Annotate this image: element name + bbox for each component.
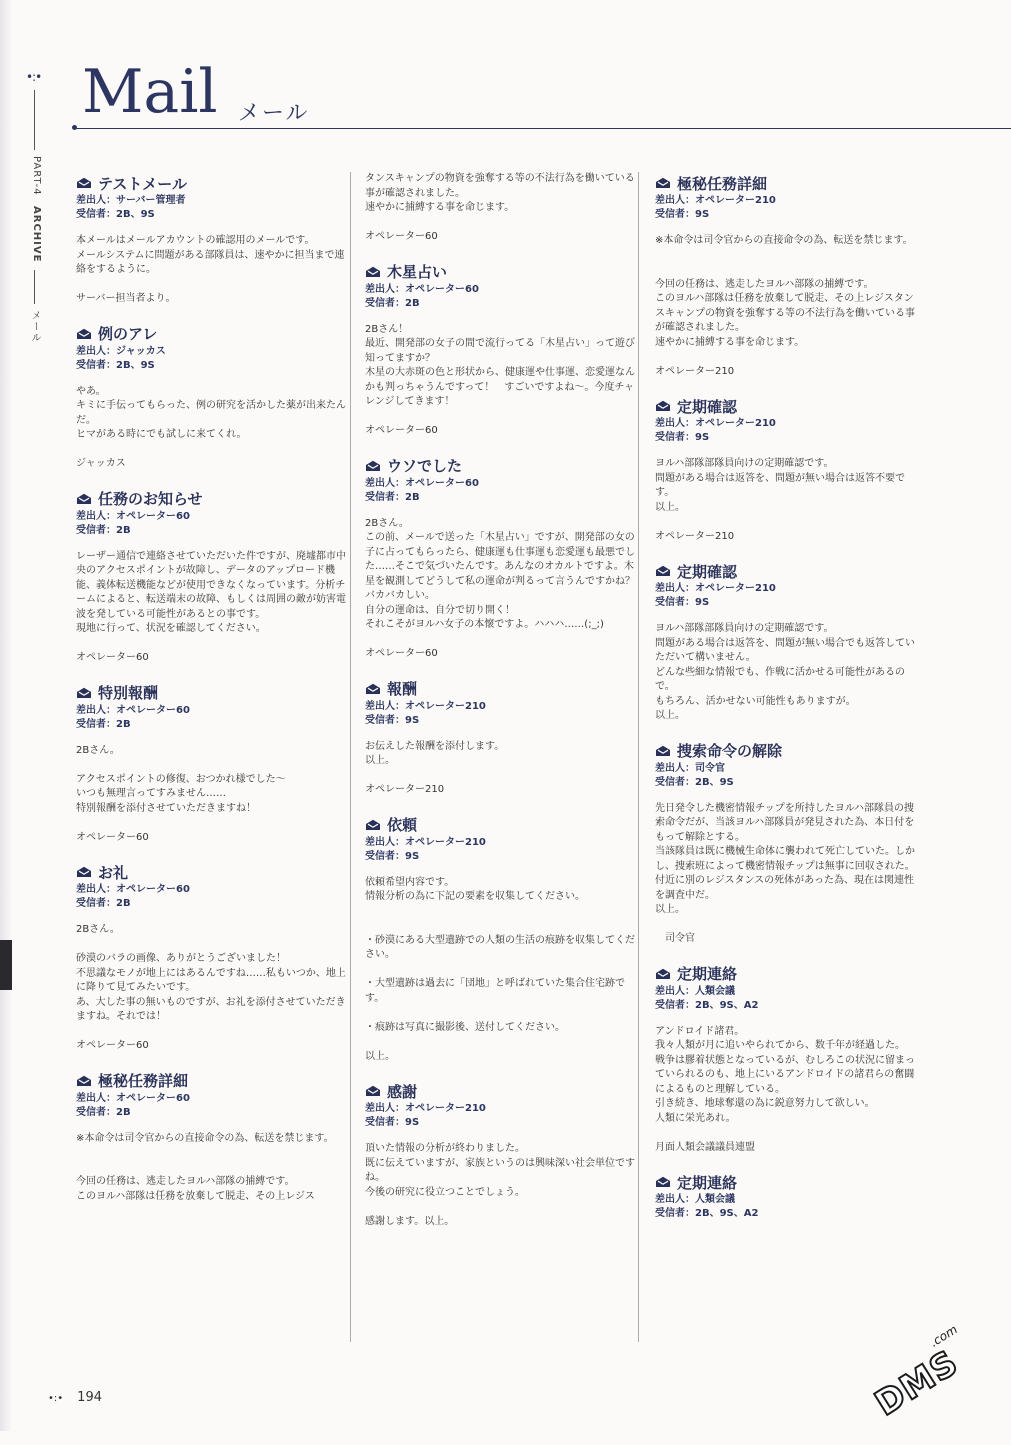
mail-recipient: 受信者：2B、9S、A2: [655, 999, 759, 1011]
mail-sender: 差出人：サーバー管理者: [76, 195, 186, 206]
mail-recipient: 受信者：2B: [365, 297, 420, 309]
mail-title: 極秘任務詳細: [677, 174, 768, 193]
mail-header: [655, 560, 917, 582]
mail-body: ※本命令は司令官からの直接命令の為、転送を禁じます。 今回の任務は、逃走したヨルハ部隊の捕縛です。 このヨルハ部隊は任務を放棄して脱走、その上レジス: [76, 1132, 334, 1202]
mail-body: 2Bさん。 砂漠のバラの画像、ありがとうございました！ 不思議なモノが地上にはあるんですね……私もいつか、地上に降りて見てみたいです。 あ、大した事の無いものですが、お礼を添付させていただきますね。それでは！ オペレーター60: [76, 924, 346, 1051]
mail-header: [365, 455, 641, 477]
mail-entry: [76, 682, 352, 846]
mail-sender: 差出人：オペレーター60: [76, 704, 190, 716]
mail-header: [655, 740, 917, 762]
mail-body: ヨルハ部隊部隊員向けの定期確認です。 問題がある場合は返答を、問題が無い場合でも返答していただいて構いません。 どんな些細な情報でも、作戦に活かせる可能性があるので。 もちろん、活かせない可能性もありますが。 以上。: [655, 623, 915, 721]
mail-body: 2Bさん。 アクセスポイントの修復、おつかれ様でした～ いつも無理言ってすみません…… 特別報酬を添付させていただきますね！ オペレーター60: [76, 744, 286, 843]
mail-sender: 差出人：オペレーター210: [365, 836, 486, 848]
mail-entry: [655, 740, 917, 947]
envelope-icon: [365, 1085, 381, 1097]
mail-entry: [365, 261, 641, 439]
mail-column-3: [655, 172, 917, 1237]
envelope-icon: [76, 177, 92, 189]
mail-sender: 差出人：オペレーター210: [655, 195, 776, 206]
mail-sender: 差出人：オペレーター210: [655, 583, 776, 594]
mail-sender: 差出人：人類会議: [655, 985, 735, 997]
mail-recipient: 受信者：2B: [76, 718, 131, 730]
envelope-icon: [655, 968, 671, 980]
mail-title: 定期確認: [677, 397, 738, 416]
mail-recipient: 受信者：2B、9S: [76, 359, 155, 371]
mail-header: [76, 1070, 352, 1092]
mail-recipient: 受信者：2B: [76, 524, 131, 536]
envelope-icon: [365, 460, 381, 472]
mail-title: 定期連絡: [677, 965, 738, 983]
mail-sender: 差出人：オペレーター210: [365, 700, 486, 712]
mail-entry: [76, 861, 352, 1054]
mail-entry: [655, 172, 917, 379]
mail-entry: [76, 172, 352, 307]
mail-recipient: 受信者：2B、9S、A2: [655, 1208, 759, 1219]
mail-column-2: [365, 172, 641, 1245]
header-rule: [74, 128, 1011, 129]
mail-body: 2Bさん！ 最近、開発部の女子の間で流行ってる「木星占い」って遊び知ってますか？ 木星の大赤斑の色と形状から、健康運や仕事運、恋愛運なんかも判っちゃうんですって！ すごいですよね～。今度チャレンジしてきます！ オペレーター60: [365, 323, 635, 436]
mail-title: 依頼: [387, 816, 418, 834]
mail-header: [76, 323, 352, 345]
mail-title: 例のアレ: [98, 325, 158, 343]
mail-entry: [365, 814, 641, 1065]
mail-body: お伝えした報酬を添付します。 以上。 オペレーター210: [365, 740, 505, 795]
mail-header: [76, 488, 352, 510]
mail-recipient: 受信者：9S: [365, 714, 420, 726]
mail-title: お礼: [98, 863, 129, 882]
mail-entry: [365, 1080, 641, 1229]
mail-title: 報酬: [387, 680, 418, 698]
mail-title: 特別報酬: [98, 684, 159, 702]
mail-header: [365, 678, 641, 700]
mail-title: 感謝: [387, 1082, 418, 1101]
envelope-icon: [655, 400, 671, 412]
envelope-icon: [76, 328, 92, 340]
envelope-icon: [655, 177, 671, 189]
mail-body: ヨルハ部隊部隊員向けの定期確認です。 問題がある場合は返答を、問題が無い場合は返答不要です。 以上。 オペレーター210: [655, 458, 905, 542]
mail-body: 依頼希望内容です。 情報分析の為に下記の要素を収集してください。 ・砂漠にある大型遺跡での人類の生活の痕跡を収集してください。 ・大型遺跡は過去に「団地」と呼ばれていた集合住宅跡です。 ・痕跡は写真に撮影後、送付してください。 以上。: [365, 876, 635, 1062]
page-edge: [0, 0, 12, 1431]
mail-body: 先日発令した機密情報チップを所持したヨルハ部隊員の捜索命令だが、当該ヨルハ部隊員が発見された為、本日付をもって解除とする。 当該隊員は既に機械生命体に襲われて死亡していた。しかし、捜索班によって機密情報チップは無事に回収された。付近に別のレジスタンスの死体があった為、現在は関連性を調査中だ。 以上。 司令官: [655, 802, 915, 944]
mail-sender: 差出人：オペレーター60: [76, 510, 190, 522]
mail-recipient: 受信者：2B、9S: [76, 209, 155, 220]
mail-entry: [655, 1171, 917, 1221]
mail-title: ウソでした: [387, 457, 463, 475]
mail-header: [76, 172, 352, 194]
mail-title: 定期確認: [677, 562, 738, 581]
mail-title: 木星占い: [387, 263, 448, 281]
mail-sender: 差出人：オペレーター210: [365, 1103, 486, 1114]
mail-sender: 差出人：司令官: [655, 762, 725, 774]
mail-sender: 差出人：オペレーター210: [655, 418, 776, 429]
mail-recipient: 受信者：9S: [365, 850, 420, 862]
mail-sender: 差出人：オペレーター60: [365, 477, 479, 489]
mail-entry: [76, 488, 352, 666]
side-archive: ARCHIVE: [31, 206, 42, 263]
mail-title: 定期連絡: [677, 1173, 738, 1192]
mail-entry: [76, 1070, 352, 1205]
mail-column-1: [76, 172, 352, 1220]
mail-header: [655, 395, 917, 417]
mail-header: [365, 814, 641, 836]
mail-entry: [76, 323, 352, 472]
mail-body: ※本命令は司令官からの直接命令の為、転送を禁じます。 今回の任務は、逃走したヨルハ部隊の捕縛です。 このヨルハ部隊は任務を放棄して脱走、その上レジスタンスキャンプの物資を強奪する等の不法行為を働いている事が確認されました。 速やかに捕縛する事を命じます。 オペレーター210: [655, 235, 915, 377]
mail-entry: [365, 678, 641, 798]
mail-entry: [655, 963, 917, 1156]
mail-header: [655, 1171, 917, 1193]
page-number: •:• 194: [48, 1390, 102, 1405]
mail-title: 極秘任務詳細: [98, 1072, 189, 1090]
mail-recipient: 受信者：2B: [76, 1106, 131, 1118]
mail-header: [655, 172, 917, 194]
mail-header: [76, 682, 352, 704]
mail-body: 本メールはメールアカウントの確認用のメールです。 メールシステムに問題がある部隊員は、速やかに担当まで連絡をするように。 サーバー担当者より。: [76, 235, 345, 304]
mail-recipient: 受信者：9S: [365, 1117, 420, 1128]
mail-sender: 差出人：オペレーター60: [365, 283, 479, 295]
edge-tab: [0, 940, 12, 990]
mail-body: 2Bさん。 この前、メールで送った「木星占い」ですが、開発部の女の子に占ってもらったら、健康運も仕事運も恋愛運も最悪でした……そこで気づいたんです。あんなのオカルトですよ。木星を観測してどうして私の運命が判るって言うんですかね？ バカバカしい。 自分の運命は、自分で切り開く！ それこそがヨルハ女子の本懐ですよ。ハハハ……(;_;) オペレーター60: [365, 517, 635, 659]
mail-entry: [365, 455, 641, 662]
mail-recipient: 受信者：2B、9S: [655, 776, 734, 788]
mail-body: アンドロイド諸君。 我々人類が月に追いやられてから、数千年が経過した。 戦争は膠着状態となっているが、むしろこの状況に留まっていられるのも、地上にいるアンドロイドの諸君らの奮闘によるものと理解している。 引き続き、地球奪還の為に鋭意努力して欲しい。 人類に栄光あれ。 月面人類会議議員連盟: [655, 1025, 915, 1153]
envelope-icon: [76, 1075, 92, 1087]
dots-ornament: •:•: [48, 1393, 64, 1404]
envelope-icon: [76, 687, 92, 699]
mail-recipient: 受信者：2B: [365, 491, 420, 503]
envelope-icon: [655, 565, 671, 577]
mail-body: レーザー通信で連絡させていただいた件ですが、廃墟都市中央のアクセスポイントが故障し、データのアップロード機能、義体転送機能などが使用できなくなっています。分析チームによると、転送端末の故障、もしくは周囲の敵が妨害電波を発している可能性があるとの事です。 現地に行って、状況を確認してください。 オペレーター60: [76, 550, 346, 663]
mail-title: 任務のお知らせ: [98, 490, 203, 508]
envelope-icon: [655, 1176, 671, 1188]
mail-header: [76, 861, 352, 883]
mail-header: [655, 963, 917, 985]
mail-recipient: 受信者：9S: [655, 209, 710, 220]
envelope-icon: [76, 866, 92, 878]
mail-recipient: 受信者：9S: [655, 432, 710, 443]
mail-entry: [655, 560, 917, 724]
mail-recipient: 受信者：2B: [76, 898, 131, 909]
side-part: PART-4: [31, 156, 42, 196]
mail-sender: 差出人：人類会議: [655, 1194, 735, 1205]
mail-header: [365, 261, 641, 283]
mail-title: 捜索命令の解除: [677, 742, 783, 760]
mail-sender: 差出人：オペレーター60: [76, 884, 190, 895]
continued-text: タンスキャンプの物資を強奪する等の不法行為を働いている事が確認されました。 速やかに捕縛する事を命じます。 オペレーター60: [365, 173, 635, 242]
mail-body: やあ。 キミに手伝ってもらった、例の研究を活かした薬が出来たんだ。 ヒマがある時にでも試しに来てくれ。 ジャッカス: [76, 385, 346, 469]
watermark-logo: DMS .com: [868, 1322, 966, 1425]
envelope-icon: [365, 683, 381, 695]
page-subtitle: メール: [238, 101, 310, 126]
mail-sender: 差出人：ジャッカス: [76, 345, 166, 357]
page-title: Mail: [82, 57, 218, 127]
mail-sender: 差出人：オペレーター60: [76, 1092, 190, 1104]
dots-ornament: •:•: [26, 70, 42, 84]
mail-title: テストメール: [98, 174, 187, 193]
envelope-icon: [655, 745, 671, 757]
mail-entry: [655, 395, 917, 544]
envelope-icon: [365, 819, 381, 831]
mail-header: [365, 1080, 641, 1102]
mail-body: 頂いた情報の分析が終わりました。 既に伝えていますが、家族というのは興味深い社会単位ですね。 今後の研究に役立つことでしょう。 感謝します。以上。: [365, 1143, 635, 1227]
side-section: メール: [29, 310, 40, 343]
side-index: [26, 90, 42, 390]
mail-recipient: 受信者：9S: [655, 597, 710, 608]
envelope-icon: [365, 266, 381, 278]
envelope-icon: [76, 493, 92, 505]
